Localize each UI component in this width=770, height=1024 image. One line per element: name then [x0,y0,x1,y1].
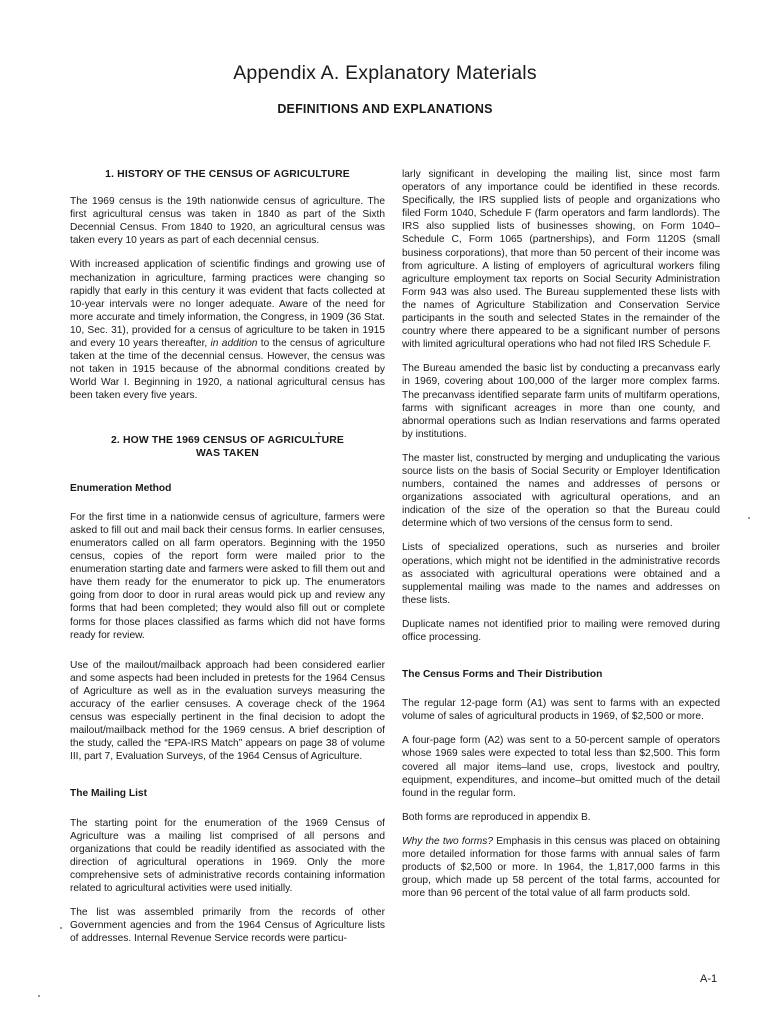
paragraph: Duplicate names not identified prior to mailing were removed during office processing. [402,618,720,643]
text-run: to the census of agriculture taken at the time of the decennial census. However, the census was not taken in 1915 because of the abnormal conditions created by World War I. Beginning in 1920, a national agricultural census has been taken every five years. [70,338,385,402]
text-run: Emphasis in this census was placed on obtaining more detailed information for those farms with annual sales of farm products of $2,500 or more. In 1964, the 1,817,000 farms in this group, which made up 58 percent of the total farms, accounted for more than 96 percent of the total value of all farm products sold. [402,835,720,900]
paragraph: The starting point for the enumeration of the 1969 Census of Agriculture was a mailing list comprised of all persons and organizations that could be readily identified as associated with the direction of agricultural operations in 1969. Only the more comprehensive sets of administrative records containing information related to agricultural activities were used initially. [70,817,385,895]
scan-speck [60,927,62,929]
scan-speck [38,995,40,997]
paragraph [402,835,720,900]
right-column [402,168,720,911]
scan-speck [318,432,320,434]
paragraph: Lists of specialized operations, such as nurseries and broiler operations, which might not be identified in the administrative records as associated with agricultural operations were obtained and a supplemental mailing was made to the names and addresses on these lists. [402,542,720,606]
paragraph: The master list, constructed by merging and unduplicating the various source lists on the basis of Social Security or Employer Identification numbers, contained the names and addresses of persons or organizations associated with agricultural operations, and an indication of the size of the operation so that the Bureau could determine which of two versions of the census form to send. [402,452,720,530]
paragraph: Use of the mailout/mailback approach had been considered earlier and some aspects had been included in pretests for the 1964 Census of Agriculture as well as in the evaluation surveys measuring the accuracy of the earlier censuses. A coverage check of the 1964 census was especially pertinent in the final decision to adopt the mailout/mailback method for the 1969 census. A brief description of the study, called the “EPA-IRS Match” appears on page 38 of volume III, part 7, Evaluation Surveys, of the 1964 Census of Agriculture. [70,659,385,763]
paragraph: The regular 12-page form (A1) was sent to farms with an expected volume of sales of agricultural products in 1969, of $2,500 or more. [402,698,720,723]
section-1-heading: 1. HISTORY OF THE CENSUS OF AGRICULTURE [105,169,350,180]
census-forms-heading: The Census Forms and Their Distribution [402,669,603,681]
paragraph: A four-page form (A2) was sent to a 50-percent sample of operators whose 1969 sales were expected to total less than $2,500. This form covered all major items–land use, crops, livestock and poultry, equipment, expenditures, and income–but omitted much of the detail found in the regular form. [402,735,720,799]
paragraph [70,258,385,402]
enumeration-method-heading: Enumeration Method [70,482,172,494]
italic-text: in addition [210,338,258,350]
italic-text: Why the two forms? [402,835,494,847]
section-2-heading-line: 2. HOW THE 1969 CENSUS OF AGRICULTURE [110,434,345,446]
paragraph: For the first time in a nationwide census of agriculture, farmers were asked to fill out and mail back their census forms. In earlier censuses, enumerators called on all farm operators. Beginning with the 1950 census, copies of the report form were mailed prior to the enumeration starting date and farmers were asked to fill them out and have them ready for the enumerator to pick up. The enumerators going from door to door in rural areas would pick up and review any forms that had been completed; they would also fill out or complete forms for those places classified as farms which did not have forms ready for review. [70,511,385,641]
page-title: Appendix A. Explanatory Materials [233,62,537,84]
paragraph: The Bureau amended the basic list by conducting a precanvass early in 1969, covering about 100,000 of the larger more complex farms. The precanvass identified separate farm units of multifarm operations, farms with significant acreages in more than one county, and abnormal operations such as Indian reservations and farms operated by institutions. [402,363,720,440]
left-column [70,168,385,956]
paragraph: Both forms are reproduced in appendix B. [402,811,591,823]
paragraph: larly significant in developing the mailing list, since most farm operators of any importance could be identified in these records. Specifically, the IRS supplied lists of people and organizations who filed Form 1040, Schedule F (farm operators and farm landlords). The IRS also supplied lists of businesses showing, on Form 1040–Schedule C, Form 1065 (partnerships), and Form 1120S (small business corporations), that more than 50 percent of their income was from agriculture. A listing of employers of agricultural workers filing agriculture employment tax reports on Social Security Administration Form 943 was also used. The Bureau supplemented these lists with the names of Agriculture Stabilization and Conservation Service participants in the south and selected States in the remainder of the country where there appeared to be a significant number of persons with limited agricultural operations who had not filed IRS Schedule F. [402,169,720,351]
page-subtitle: DEFINITIONS AND EXPLANATIONS [277,102,493,116]
text-run: With increased application of scientific findings and growing use of mechanization in agriculture, farming practices were changing so rapidly that early in this century it was evident that facts collected at 10-year intervals were no longer adequate. Aware of the need for more accurate and timely information, the Congress, in 1909 (36 Stat. 10, Sec. 31), provided for a census of agriculture to be taken in 1915 and every 10 years thereafter, [70,259,385,350]
page-number: A-1 [700,973,718,985]
scan-speck [748,517,750,519]
section-2-heading [70,434,385,460]
paragraph: The list was assembled primarily from the records of other Government agencies and from the 1964 Census of Agriculture lists of addresses. Internal Revenue Service records were particu- [70,907,385,945]
paragraph: The 1969 census is the 19th nationwide census of agriculture. The first agricultural census was taken in 1840 as part of the Sixth Decennial Census. From 1840 to 1920, an agricultural census was taken every 10 years as part of each decennial census. [70,196,385,247]
section-2-heading-line: WAS TAKEN [196,447,259,459]
mailing-list-heading: The Mailing List [70,788,147,800]
